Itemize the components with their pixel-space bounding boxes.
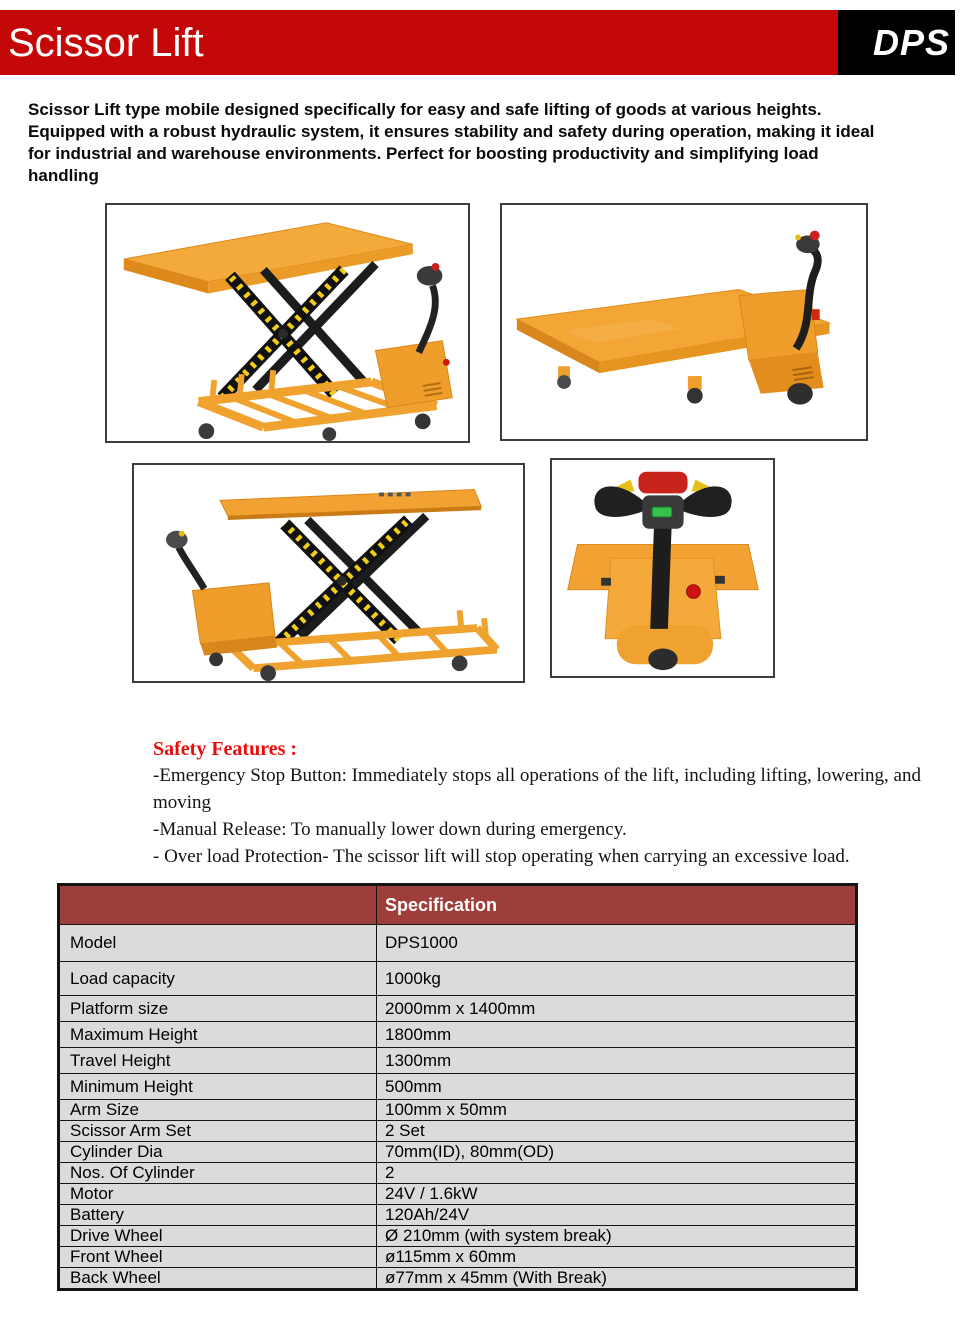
table-row — [59, 1048, 857, 1074]
safety-features-heading: Safety Features : — [153, 738, 298, 760]
table-row — [59, 1226, 857, 1247]
table-row — [59, 925, 857, 962]
specification-table-wrapper — [57, 883, 858, 1291]
product-photo-lowered — [500, 203, 868, 441]
table-row — [59, 1142, 857, 1163]
header-bar — [0, 10, 838, 75]
spec-label: Back Wheel — [59, 1268, 377, 1290]
spec-value: DPS1000 — [377, 925, 857, 962]
intro-paragraph: Scissor Lift type mobile designed specifically for easy and safe lifting of goods at various heights. Equipped with a robust hydraulic system, it ensures stability and safety during operation, making it ideal for industrial and warehouse environments. Perfect for boosting productivity and simplifying load handling — [28, 100, 875, 185]
specification-table — [57, 883, 858, 1291]
safety-item-overload-protection: - Over load Protection- The scissor lift will stop operating when carrying an excessive load. — [153, 846, 850, 867]
table-row — [59, 996, 857, 1022]
spec-label: Maximum Height — [59, 1022, 377, 1048]
spec-label: Platform size — [59, 996, 377, 1022]
safety-item-manual-release: -Manual Release: To manually lower down during emergency. — [153, 819, 627, 840]
table-row — [59, 1184, 857, 1205]
table-row — [59, 1074, 857, 1100]
scissor-lift-lowered-illustration — [502, 205, 866, 439]
spec-value: 1800mm — [377, 1022, 857, 1048]
table-row — [59, 1022, 857, 1048]
spec-value: 2000mm x 1400mm — [377, 996, 857, 1022]
product-photo-tiller-head — [550, 458, 775, 678]
spec-label: Battery — [59, 1205, 377, 1226]
spec-header-empty-cell — [59, 885, 377, 925]
spec-value: 70mm(ID), 80mm(OD) — [377, 1142, 857, 1163]
spec-label: Drive Wheel — [59, 1226, 377, 1247]
spec-label: Arm Size — [59, 1100, 377, 1121]
spec-value: 24V / 1.6kW — [377, 1184, 857, 1205]
spec-label: Cylinder Dia — [59, 1142, 377, 1163]
spec-value: 1000kg — [377, 962, 857, 996]
spec-value: 1300mm — [377, 1048, 857, 1074]
table-row — [59, 1247, 857, 1268]
table-row — [59, 1163, 857, 1184]
product-photo-raised-side — [105, 203, 470, 443]
spec-value: 120Ah/24V — [377, 1205, 857, 1226]
spec-value: ø77mm x 45mm (With Break) — [377, 1268, 857, 1290]
spec-label: Load capacity — [59, 962, 377, 996]
spec-value: ø115mm x 60mm — [377, 1247, 857, 1268]
table-row — [59, 1205, 857, 1226]
spec-header-title: Specification — [377, 885, 857, 925]
spec-label: Travel Height — [59, 1048, 377, 1074]
table-row — [59, 1268, 857, 1290]
spec-header-row — [59, 885, 857, 925]
spec-value: 2 — [377, 1163, 857, 1184]
table-row — [59, 1121, 857, 1142]
spec-label: Minimum Height — [59, 1074, 377, 1100]
spec-label: Model — [59, 925, 377, 962]
spec-value: 2 Set — [377, 1121, 857, 1142]
spec-value: 500mm — [377, 1074, 857, 1100]
spec-label: Front Wheel — [59, 1247, 377, 1268]
scissor-lift-raised-illustration — [107, 205, 468, 441]
product-photo-raised-rear — [132, 463, 525, 683]
spec-label: Motor — [59, 1184, 377, 1205]
safety-features-section — [153, 736, 958, 870]
spec-value: 100mm x 50mm — [377, 1100, 857, 1121]
brand-logo-box — [838, 10, 955, 75]
scissor-lift-raised-rear-illustration — [134, 465, 523, 681]
page-title: Scissor Lift — [8, 20, 204, 65]
spec-label: Nos. Of Cylinder — [59, 1163, 377, 1184]
safety-item-emergency-stop: -Emergency Stop Button: Immediately stops all operations of the lift, including lifting, lowering, and moving — [153, 765, 921, 813]
brand-logo-text: DPS — [872, 21, 950, 63]
tiller-head-illustration — [552, 460, 773, 676]
table-row — [59, 962, 857, 996]
spec-value: Ø 210mm (with system break) — [377, 1226, 857, 1247]
spec-label: Scissor Arm Set — [59, 1121, 377, 1142]
table-row — [59, 1100, 857, 1121]
